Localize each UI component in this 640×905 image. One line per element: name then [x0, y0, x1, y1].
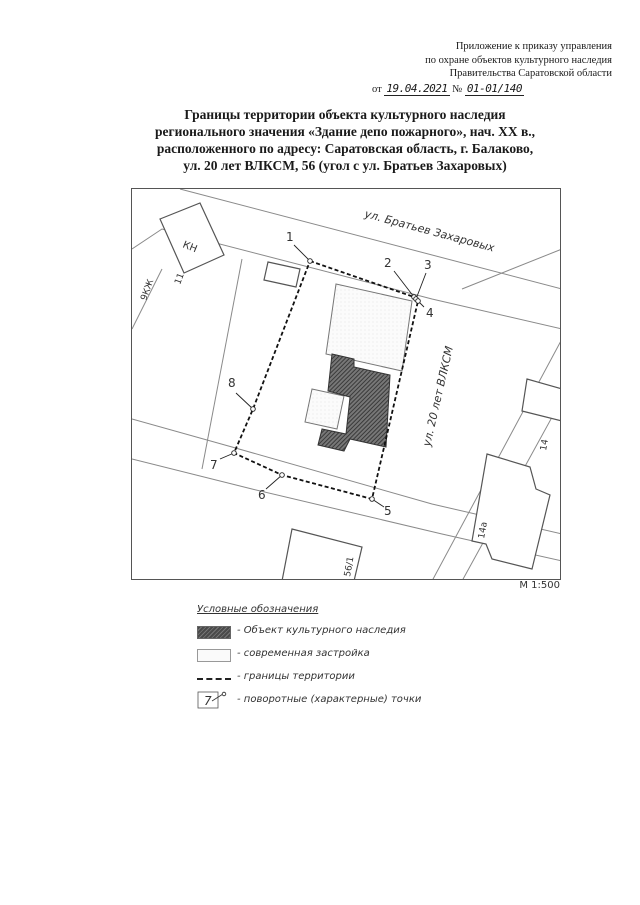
- site-plan-map: [131, 188, 561, 580]
- title-line-2: регионального значения «Здание депо пожарного», нач. XX в.,: [154, 124, 536, 139]
- point-label-3: 3: [424, 258, 432, 272]
- building-kn: [160, 203, 224, 273]
- label-56-1: 56/1: [343, 555, 357, 578]
- legend-row-modern: [197, 647, 497, 667]
- date-prefix: от: [372, 83, 382, 95]
- label-kn: КН: [180, 239, 199, 256]
- modern-swatch: [197, 649, 231, 662]
- point-label-1: 1: [286, 230, 294, 244]
- legend-heading: Условные обозначения: [197, 604, 319, 615]
- building-14: [522, 379, 561, 421]
- map-scale: М 1:500: [519, 580, 560, 591]
- title-line-3: расположенного по адресу: Саратовская область, г. Балаково,: [156, 141, 534, 156]
- point-label-4: 4: [426, 306, 434, 320]
- site-plan-drawing: [132, 189, 561, 580]
- order-date-line: [372, 82, 612, 97]
- title-line-4: ул. 20 лет ВЛКСМ, 56 (угол с ул. Братьев Захаровых): [183, 158, 507, 173]
- street-label-bratev-zakharovykh: ул. Братьев Захаровых: [363, 207, 496, 255]
- label-14a: 14а: [477, 521, 490, 540]
- boundary-point-6: [280, 473, 285, 478]
- number-prefix: №: [452, 83, 463, 95]
- point-label-6: 6: [258, 488, 266, 502]
- header-line-1: Приложение к приказу управления: [455, 41, 612, 52]
- legend-row-points: [197, 693, 497, 713]
- map-legend: [197, 604, 497, 716]
- legend-points-text: - поворотные (характерные) точки: [237, 694, 422, 705]
- header-line-2: по охране объектов культурного наследия: [425, 54, 612, 66]
- label-9kzh: 9КЖ: [139, 278, 157, 303]
- title-line-1: Границы территории объекта культурного наследия: [184, 107, 506, 122]
- boundary-point-4: [416, 299, 421, 304]
- legend-row-heritage: [197, 624, 497, 644]
- legend-modern-text: - современная застройка: [237, 648, 370, 659]
- point-sample: [197, 691, 231, 709]
- document-title: [130, 106, 560, 174]
- label-11: 11: [173, 271, 187, 287]
- point-label-2: 2: [384, 256, 392, 270]
- street-label-20-let-vlksm: ул. 20 лет ВЛКСМ: [420, 344, 456, 448]
- boundary-point-8: [251, 407, 256, 412]
- building-14a: [472, 454, 550, 569]
- order-header: [372, 40, 612, 96]
- boundary-points: [220, 245, 426, 507]
- modern-building-side: [305, 389, 344, 429]
- building-small-top: [264, 262, 300, 287]
- legend-row-boundary: [197, 670, 497, 690]
- legend-boundary-text: - границы территории: [237, 671, 355, 682]
- boundary-point-5: [370, 497, 375, 502]
- boundary-point-7: [232, 451, 237, 456]
- label-14: 14: [539, 438, 551, 452]
- boundary-line-sample: [197, 678, 231, 680]
- point-label-5: 5: [384, 504, 392, 518]
- point-sample-number: 7: [204, 694, 212, 708]
- point-label-7: 7: [210, 458, 218, 472]
- order-number: 01-01/140: [466, 81, 522, 95]
- header-line-3: Правительства Саратовской области: [449, 68, 612, 79]
- order-date: 19.04.2021: [386, 81, 448, 95]
- legend-heritage-text: - Объект культурного наследия: [237, 625, 406, 636]
- boundary-point-1: [308, 259, 313, 264]
- heritage-swatch: [197, 626, 231, 639]
- point-label-8: 8: [228, 376, 236, 390]
